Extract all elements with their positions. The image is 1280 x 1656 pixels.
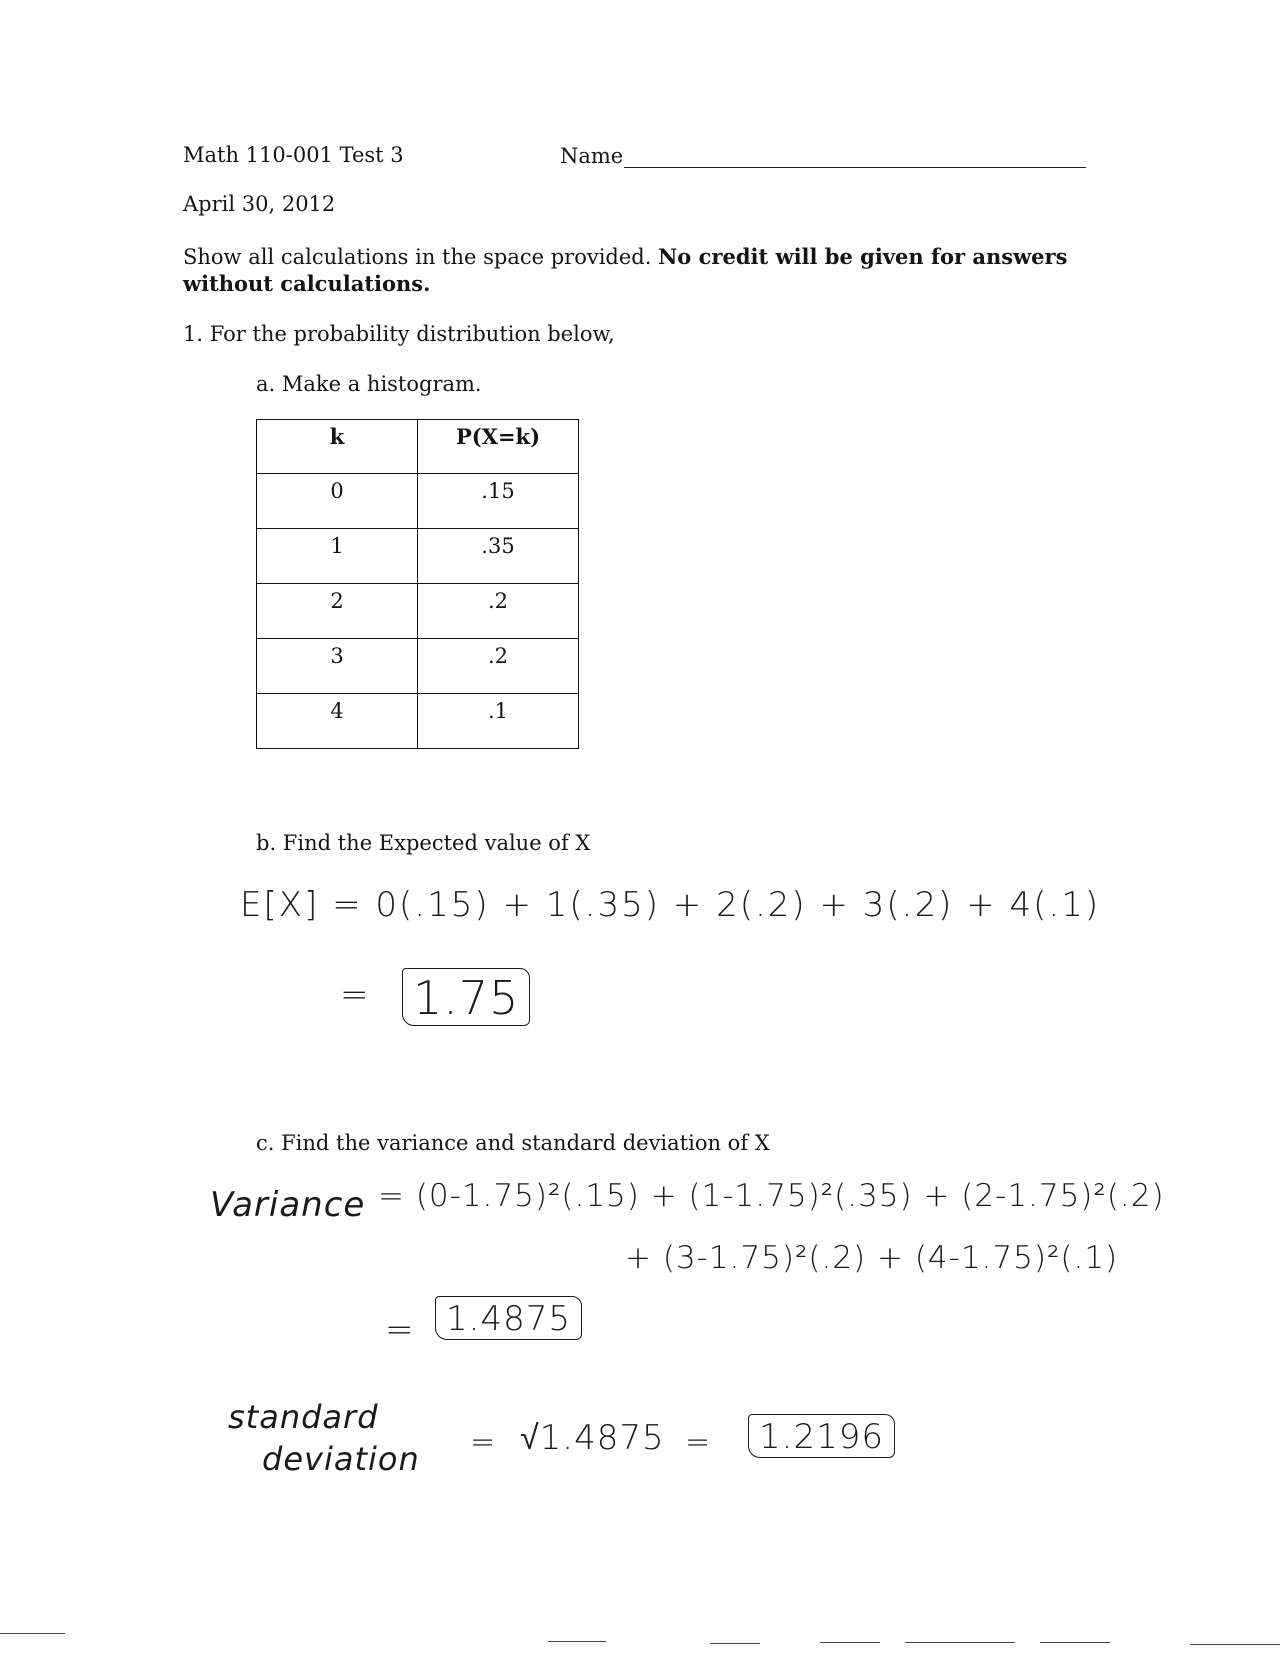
expected-answer-box: 1.75 bbox=[402, 968, 530, 1026]
sd-sqrt: √1.4875 bbox=[520, 1418, 665, 1458]
exam-date: April 30, 2012 bbox=[183, 192, 336, 216]
instructions-bold-1: No credit will be given for answers bbox=[658, 244, 1068, 269]
cell-probability: .2 bbox=[418, 639, 579, 694]
variance-work-line-1: = (0-1.75)²(.15) + (1-1.75)²(.35) + (2-1.75)²(.2) bbox=[378, 1178, 1165, 1214]
scan-artifact-line bbox=[1190, 1644, 1280, 1645]
expected-value-answer bbox=[402, 968, 530, 1026]
cell-k: 4 bbox=[257, 694, 418, 749]
instructions-bold-2: without calculations. bbox=[183, 271, 431, 296]
scan-artifact-line bbox=[548, 1641, 606, 1642]
sd-equals: = bbox=[470, 1425, 497, 1460]
scan-artifact-line bbox=[0, 1633, 65, 1634]
part-a-prompt: a. Make a histogram. bbox=[256, 372, 482, 396]
variance-work-line-2: + (3-1.75)²(.2) + (4-1.75)²(.1) bbox=[625, 1240, 1119, 1276]
table-row bbox=[257, 474, 579, 529]
header-k: k bbox=[257, 420, 418, 474]
variance-answer bbox=[435, 1296, 582, 1340]
cell-probability: .2 bbox=[418, 584, 579, 639]
expected-equals: = bbox=[340, 975, 370, 1015]
probability-table bbox=[256, 419, 579, 749]
cell-k: 3 bbox=[257, 639, 418, 694]
cell-k: 1 bbox=[257, 529, 418, 584]
cell-probability: .15 bbox=[418, 474, 579, 529]
variance-equals: = bbox=[385, 1310, 415, 1350]
sd-label-standard: standard bbox=[228, 1398, 379, 1436]
name-line bbox=[624, 167, 1086, 168]
sd-equals-2: = bbox=[685, 1425, 712, 1460]
table-row bbox=[257, 529, 579, 584]
sd-answer-box: 1.2196 bbox=[748, 1414, 895, 1458]
name-label: Name bbox=[560, 144, 624, 168]
instructions-normal: Show all calculations in the space provided. bbox=[183, 245, 659, 269]
scan-artifact-line bbox=[905, 1642, 1015, 1643]
scan-artifact-line bbox=[1040, 1642, 1110, 1643]
scan-artifact-line bbox=[820, 1642, 880, 1643]
scan-artifact-line bbox=[710, 1643, 760, 1644]
expected-value-work: E[X] = 0(.15) + 1(.35) + 2(.2) + 3(.2) + 4(.1) bbox=[240, 885, 1101, 925]
cell-k: 0 bbox=[257, 474, 418, 529]
question-1-prompt: 1. For the probability distribution below, bbox=[183, 322, 615, 346]
instructions-line-1 bbox=[183, 244, 1067, 270]
table-row bbox=[257, 694, 579, 749]
part-b-prompt: b. Find the Expected value of X bbox=[256, 831, 591, 855]
sd-answer bbox=[748, 1414, 895, 1458]
cell-probability: .35 bbox=[418, 529, 579, 584]
cell-probability: .1 bbox=[418, 694, 579, 749]
course-title: Math 110-001 Test 3 bbox=[183, 143, 404, 167]
part-c-prompt: c. Find the variance and standard deviation of X bbox=[256, 1131, 770, 1155]
table-row bbox=[257, 639, 579, 694]
table-row bbox=[257, 584, 579, 639]
variance-answer-box: 1.4875 bbox=[435, 1296, 582, 1340]
table-header-row bbox=[257, 420, 579, 474]
header-probability: P(X=k) bbox=[418, 420, 579, 474]
variance-label: Variance bbox=[210, 1185, 366, 1225]
cell-k: 2 bbox=[257, 584, 418, 639]
sd-label-deviation: deviation bbox=[262, 1440, 420, 1478]
